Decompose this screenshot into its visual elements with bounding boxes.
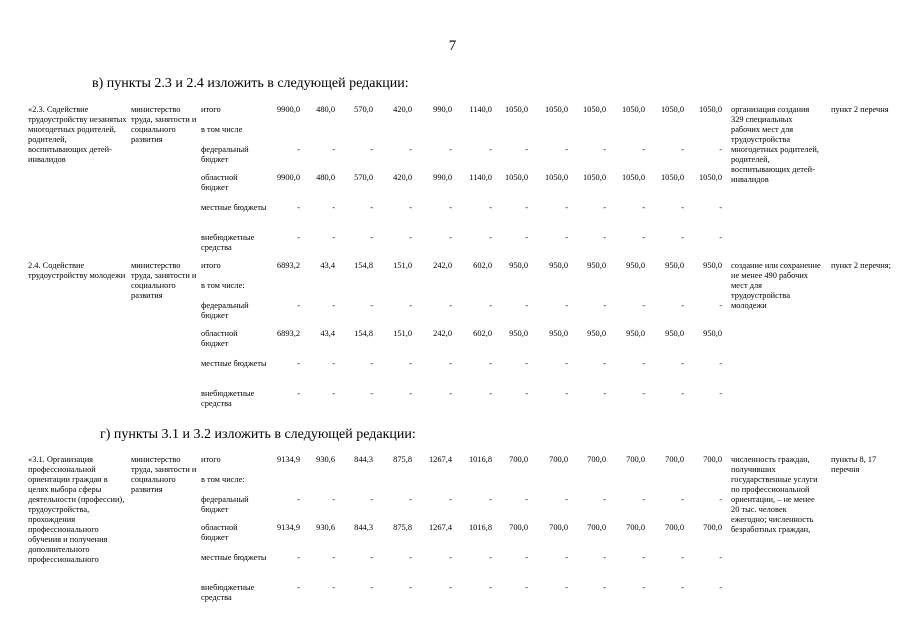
- funding-source-label: в том числе:: [201, 281, 245, 290]
- funding-source-label: областной бюджет: [201, 329, 238, 348]
- funding-value: -: [565, 495, 568, 504]
- funding-value: 1050,0: [544, 173, 568, 182]
- funding-value: -: [681, 553, 684, 562]
- funding-value: 1050,0: [621, 105, 645, 114]
- funding-value: -: [565, 145, 568, 154]
- funding-value: 700,0: [626, 455, 645, 464]
- funding-value: 154,8: [354, 329, 373, 338]
- section-heading: в) пункты 2.3 и 2.4 изложить в следующей редакции:: [92, 76, 409, 91]
- funding-value: 990,0: [433, 173, 452, 182]
- funding-value: -: [489, 495, 492, 504]
- funding-value: -: [603, 495, 606, 504]
- funding-value: -: [719, 359, 722, 368]
- funding-source-label: в том числе:: [201, 475, 245, 484]
- funding-source-label: итого: [201, 105, 221, 114]
- funding-value: -: [370, 145, 373, 154]
- funding-value: -: [603, 301, 606, 310]
- funding-value: 950,0: [549, 329, 568, 338]
- funding-source-label: федеральный бюджет: [201, 145, 249, 164]
- funding-value: 950,0: [665, 329, 684, 338]
- funding-value: 151,0: [393, 261, 412, 270]
- funding-value: -: [449, 233, 452, 242]
- funding-value: -: [297, 553, 300, 562]
- funding-value: -: [332, 583, 335, 592]
- executor: министерство труда, занятости и социального развития: [131, 261, 197, 300]
- funding-value: -: [409, 233, 412, 242]
- funding-value: 930,6: [316, 523, 335, 532]
- funding-value: -: [370, 389, 373, 398]
- funding-value: -: [297, 301, 300, 310]
- funding-value: -: [719, 233, 722, 242]
- funding-source-label: внебюджетные средства: [201, 583, 255, 602]
- funding-value: -: [409, 301, 412, 310]
- executor: министерство труда, занятости и социального развития: [131, 455, 197, 494]
- funding-value: -: [719, 553, 722, 562]
- funding-value: -: [642, 389, 645, 398]
- funding-value: 1050,0: [544, 105, 568, 114]
- funding-value: -: [370, 233, 373, 242]
- funding-source-label: местные бюджеты: [201, 553, 267, 562]
- funding-value: 43,4: [320, 329, 335, 338]
- funding-value: 420,0: [393, 173, 412, 182]
- funding-value: 950,0: [703, 261, 722, 270]
- funding-value: 1050,0: [582, 173, 606, 182]
- funding-value: -: [525, 495, 528, 504]
- funding-source-label: федеральный бюджет: [201, 301, 249, 320]
- funding-value: -: [565, 583, 568, 592]
- funding-value: -: [642, 495, 645, 504]
- funding-value: -: [719, 301, 722, 310]
- funding-value: -: [409, 553, 412, 562]
- funding-value: -: [525, 359, 528, 368]
- funding-value: -: [489, 145, 492, 154]
- funding-value: -: [603, 203, 606, 212]
- list-reference: пункты 8, 17 перечня: [831, 455, 877, 474]
- funding-value: -: [642, 301, 645, 310]
- funding-value: 700,0: [665, 523, 684, 532]
- funding-value: -: [370, 495, 373, 504]
- funding-value: 700,0: [587, 523, 606, 532]
- funding-value: -: [565, 301, 568, 310]
- list-reference: пункт 2 перечня: [831, 105, 889, 114]
- funding-value: 9134,9: [276, 523, 300, 532]
- measure-name: 2.4. Содействие трудоустройству молодежи: [28, 261, 126, 280]
- funding-value: -: [642, 359, 645, 368]
- funding-value: 602,0: [473, 261, 492, 270]
- funding-value: -: [409, 203, 412, 212]
- funding-value: 700,0: [626, 523, 645, 532]
- funding-value: -: [525, 301, 528, 310]
- funding-value: -: [642, 553, 645, 562]
- funding-value: 602,0: [473, 329, 492, 338]
- funding-value: -: [332, 359, 335, 368]
- funding-value: 700,0: [509, 523, 528, 532]
- funding-value: -: [449, 301, 452, 310]
- funding-value: -: [449, 495, 452, 504]
- funding-value: -: [565, 389, 568, 398]
- funding-value: -: [370, 359, 373, 368]
- funding-value: 950,0: [509, 329, 528, 338]
- funding-value: 990,0: [433, 105, 452, 114]
- funding-value: -: [332, 145, 335, 154]
- funding-value: 43,4: [320, 261, 335, 270]
- funding-value: -: [642, 203, 645, 212]
- expected-result: создание или сохранение не менее 490 рабочих мест для трудоустройства молодежи: [731, 261, 821, 310]
- funding-value: 844,3: [354, 523, 373, 532]
- funding-value: 700,0: [665, 455, 684, 464]
- funding-value: -: [332, 553, 335, 562]
- funding-value: -: [449, 553, 452, 562]
- funding-value: -: [681, 233, 684, 242]
- funding-value: 700,0: [509, 455, 528, 464]
- funding-value: -: [449, 583, 452, 592]
- funding-value: -: [525, 583, 528, 592]
- funding-value: 9900,0: [276, 173, 300, 182]
- funding-value: -: [409, 359, 412, 368]
- funding-value: -: [719, 145, 722, 154]
- funding-value: -: [681, 389, 684, 398]
- funding-source-label: итого: [201, 455, 221, 464]
- funding-value: 420,0: [393, 105, 412, 114]
- funding-value: 1050,0: [698, 105, 722, 114]
- funding-value: 570,0: [354, 173, 373, 182]
- funding-value: -: [681, 359, 684, 368]
- funding-value: -: [449, 203, 452, 212]
- funding-value: -: [409, 495, 412, 504]
- funding-value: -: [370, 301, 373, 310]
- funding-value: 875,8: [393, 455, 412, 464]
- funding-value: -: [297, 203, 300, 212]
- funding-source-label: внебюджетные средства: [201, 233, 255, 252]
- funding-value: 6893,2: [276, 329, 300, 338]
- funding-value: 950,0: [587, 329, 606, 338]
- funding-value: 700,0: [549, 455, 568, 464]
- expected-result: организация создания 329 специальных рабочих мест для трудоустройства многодетных родителей, родителей, воспитывающих детей-инвалидов: [731, 105, 819, 184]
- funding-value: 570,0: [354, 105, 373, 114]
- funding-value: -: [603, 145, 606, 154]
- funding-value: 1050,0: [621, 173, 645, 182]
- funding-value: 6893,2: [276, 261, 300, 270]
- funding-value: 9134,9: [276, 455, 300, 464]
- funding-value: 700,0: [587, 455, 606, 464]
- list-reference: пункт 2 перечня;: [831, 261, 891, 270]
- funding-value: -: [409, 583, 412, 592]
- funding-source-label: в том числе: [201, 125, 243, 134]
- funding-value: 950,0: [509, 261, 528, 270]
- funding-value: -: [332, 389, 335, 398]
- funding-value: -: [489, 233, 492, 242]
- funding-value: -: [525, 389, 528, 398]
- funding-value: -: [603, 583, 606, 592]
- funding-value: -: [603, 233, 606, 242]
- funding-value: 1050,0: [504, 105, 528, 114]
- funding-value: 950,0: [703, 329, 722, 338]
- funding-value: -: [370, 203, 373, 212]
- funding-value: -: [449, 389, 452, 398]
- expected-result: численность граждан, получивших государственные услуги по профессиональной ориентации, – не менее 20 тыс. человек ежегодно; численность безработных граждан,: [731, 455, 818, 534]
- funding-value: -: [525, 553, 528, 562]
- funding-source-label: областной бюджет: [201, 173, 238, 192]
- funding-value: 844,3: [354, 455, 373, 464]
- funding-value: -: [603, 359, 606, 368]
- funding-value: 242,0: [433, 329, 452, 338]
- funding-value: 950,0: [665, 261, 684, 270]
- measure-name: «2.3. Содействие трудоустройству незанятых многодетных родителей, родителей, воспитывающих детей-инвалидов: [28, 105, 127, 164]
- funding-value: -: [681, 145, 684, 154]
- funding-value: 480,0: [316, 105, 335, 114]
- executor: министерство труда, занятости и социального развития: [131, 105, 197, 144]
- funding-value: 950,0: [549, 261, 568, 270]
- funding-value: -: [297, 495, 300, 504]
- funding-value: -: [719, 203, 722, 212]
- funding-value: -: [297, 583, 300, 592]
- funding-value: 480,0: [316, 173, 335, 182]
- funding-value: 1050,0: [582, 105, 606, 114]
- funding-value: 1050,0: [660, 105, 684, 114]
- funding-value: -: [719, 495, 722, 504]
- funding-value: -: [332, 495, 335, 504]
- funding-value: -: [642, 583, 645, 592]
- funding-value: 151,0: [393, 329, 412, 338]
- funding-value: 950,0: [626, 329, 645, 338]
- funding-value: 1016,8: [468, 455, 492, 464]
- funding-value: -: [681, 583, 684, 592]
- funding-value: -: [642, 233, 645, 242]
- funding-value: -: [409, 145, 412, 154]
- funding-value: -: [449, 359, 452, 368]
- funding-value: 1267,4: [428, 455, 452, 464]
- funding-value: -: [489, 389, 492, 398]
- funding-value: 1267,4: [428, 523, 452, 532]
- funding-value: -: [525, 145, 528, 154]
- funding-source-label: внебюджетные средства: [201, 389, 255, 408]
- funding-value: 875,8: [393, 523, 412, 532]
- measure-name: «3.1. Организация профессиональной ориентации граждан в целях выбора сферы деятельности (профессии), трудоустройства, прохождения профессионального обучения и получения дополнительного профессионального: [28, 455, 125, 564]
- funding-value: -: [409, 389, 412, 398]
- funding-value: -: [565, 359, 568, 368]
- section-heading: г) пункты 3.1 и 3.2 изложить в следующей редакции:: [100, 427, 416, 442]
- funding-value: -: [297, 145, 300, 154]
- funding-value: 700,0: [703, 523, 722, 532]
- funding-value: -: [681, 301, 684, 310]
- funding-source-label: федеральный бюджет: [201, 495, 249, 514]
- funding-value: 1050,0: [660, 173, 684, 182]
- funding-value: -: [681, 495, 684, 504]
- funding-value: -: [603, 553, 606, 562]
- funding-value: -: [489, 203, 492, 212]
- funding-value: -: [370, 553, 373, 562]
- funding-value: -: [642, 145, 645, 154]
- page-number: 7: [448, 38, 457, 54]
- funding-value: 1140,0: [469, 105, 492, 114]
- funding-value: 700,0: [703, 455, 722, 464]
- funding-value: -: [681, 203, 684, 212]
- funding-value: 1140,0: [469, 173, 492, 182]
- funding-value: -: [603, 389, 606, 398]
- funding-value: 950,0: [587, 261, 606, 270]
- funding-value: -: [489, 553, 492, 562]
- funding-value: 9900,0: [276, 105, 300, 114]
- funding-value: 950,0: [626, 261, 645, 270]
- funding-source-label: итого: [201, 261, 221, 270]
- funding-value: -: [332, 233, 335, 242]
- funding-value: 930,6: [316, 455, 335, 464]
- funding-value: 700,0: [549, 523, 568, 532]
- funding-source-label: местные бюджеты: [201, 203, 267, 212]
- funding-value: -: [565, 553, 568, 562]
- funding-value: 1050,0: [504, 173, 528, 182]
- funding-value: -: [449, 145, 452, 154]
- funding-source-label: областной бюджет: [201, 523, 238, 542]
- funding-value: 1050,0: [698, 173, 722, 182]
- funding-value: -: [297, 233, 300, 242]
- funding-value: -: [489, 583, 492, 592]
- funding-value: -: [565, 233, 568, 242]
- funding-value: -: [370, 583, 373, 592]
- funding-value: -: [297, 389, 300, 398]
- funding-value: -: [332, 301, 335, 310]
- funding-value: -: [565, 203, 568, 212]
- funding-value: -: [489, 301, 492, 310]
- funding-value: -: [525, 203, 528, 212]
- funding-value: 154,8: [354, 261, 373, 270]
- funding-value: -: [525, 233, 528, 242]
- funding-value: -: [332, 203, 335, 212]
- funding-value: -: [489, 359, 492, 368]
- funding-value: 242,0: [433, 261, 452, 270]
- funding-value: -: [719, 389, 722, 398]
- funding-value: -: [297, 359, 300, 368]
- funding-source-label: местные бюджеты: [201, 359, 267, 368]
- funding-value: 1016,8: [468, 523, 492, 532]
- funding-value: -: [719, 583, 722, 592]
